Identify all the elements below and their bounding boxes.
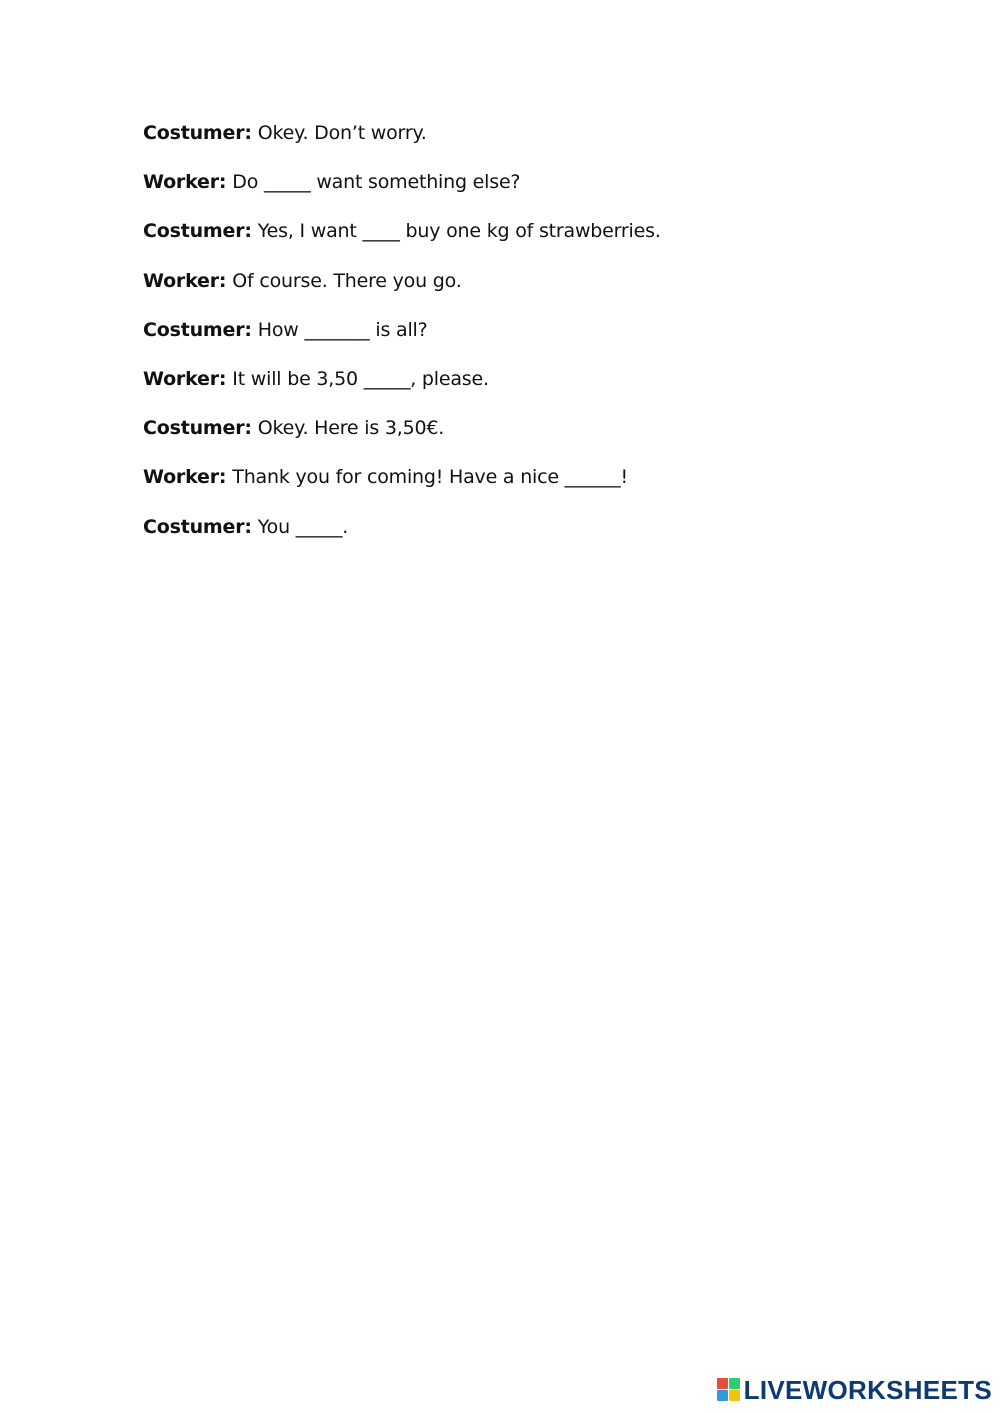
dialogue-line <box>143 512 863 561</box>
dialogue-line <box>143 167 863 216</box>
line-text: Okey. Don’t worry. <box>257 122 427 144</box>
liveworksheets-logo[interactable] <box>717 1373 992 1407</box>
dialogue-line <box>143 462 863 511</box>
dialogue-line <box>143 315 863 364</box>
line-text: How _______ is all? <box>257 318 428 341</box>
dialogue-line <box>143 266 863 315</box>
liveworksheets-logo-icon <box>717 1378 741 1402</box>
dialogue-line <box>143 216 863 265</box>
speaker-label: Costumer: <box>143 417 252 440</box>
speaker-label: Costumer: <box>143 220 252 243</box>
speaker-label: Costumer: <box>143 515 252 538</box>
speaker-label: Costumer: <box>143 122 252 144</box>
logo-tile <box>729 1390 740 1401</box>
logo-tile <box>729 1378 740 1389</box>
line-text: Do _____ want something else? <box>232 171 521 194</box>
speaker-label: Costumer: <box>143 318 252 341</box>
logo-tile <box>717 1390 728 1401</box>
dialogue-line <box>143 118 863 167</box>
line-text: Yes, I want ____ buy one kg of strawberries. <box>257 220 661 243</box>
line-text: It will be 3,50 _____, please. <box>232 367 489 390</box>
speaker-label: Worker: <box>143 466 227 489</box>
logo-tile <box>717 1378 728 1389</box>
speaker-label: Worker: <box>143 367 227 390</box>
dialogue <box>143 118 863 561</box>
speaker-label: Worker: <box>143 269 227 292</box>
line-text: Of course. There you go. <box>232 269 462 292</box>
line-text: Okey. Here is 3,50€. <box>257 417 445 440</box>
dialogue-line <box>143 364 863 413</box>
line-text: Thank you for coming! Have a nice ______! <box>232 466 628 489</box>
dialogue-line <box>143 413 863 462</box>
speaker-label: Worker: <box>143 171 227 194</box>
logo-text: LIVEWORKSHEETS <box>743 1374 992 1405</box>
line-text: You _____. <box>257 515 349 538</box>
